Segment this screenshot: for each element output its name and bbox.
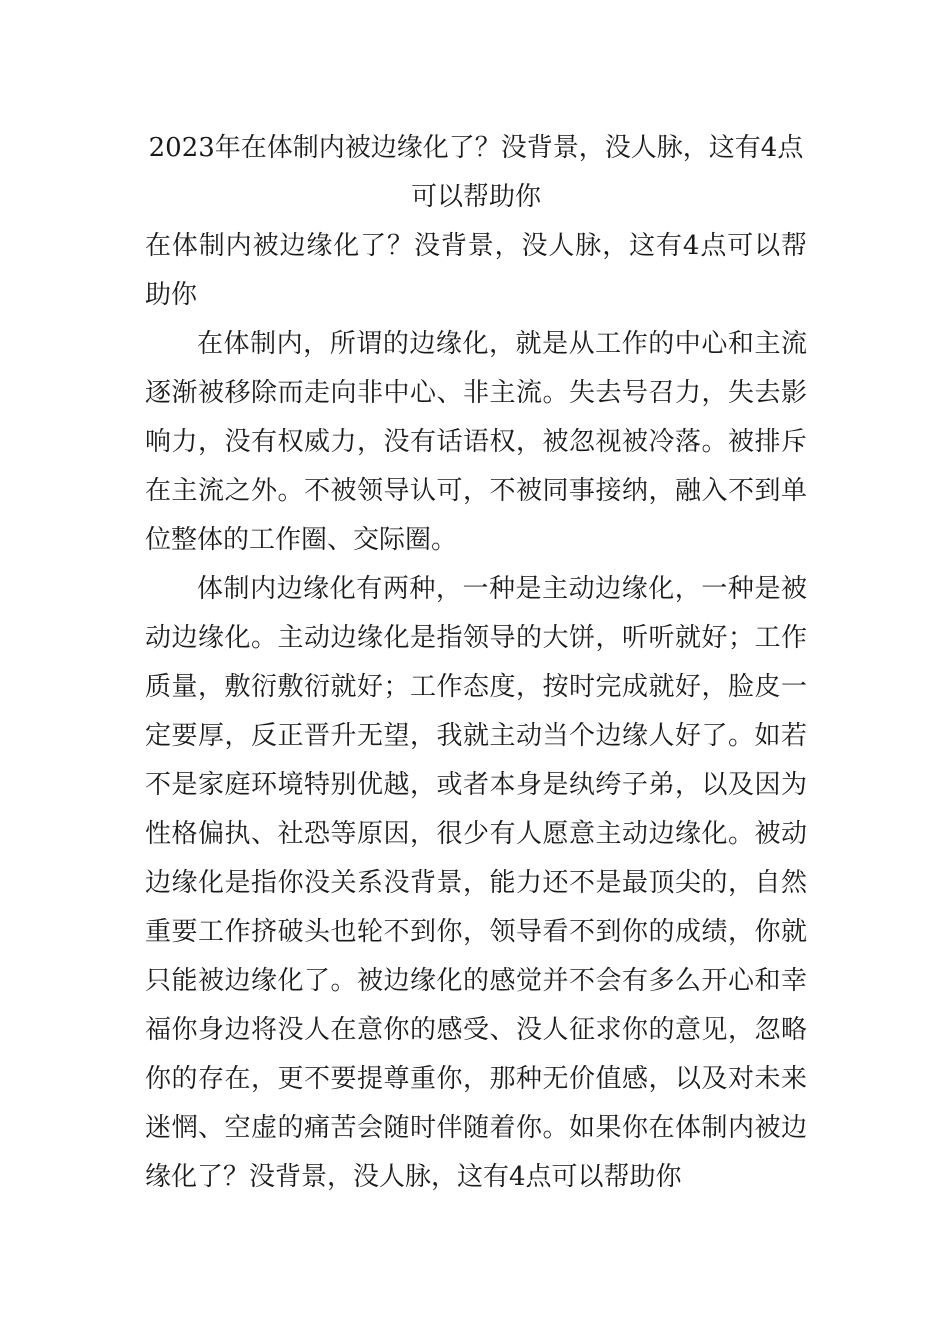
paragraph-definition: 在体制内，所谓的边缘化，就是从工作的中心和主流逐渐被移除而走向非中心、非主流。失去号召力，失去影响力，没有权威力，没有话语权，被忽视被冷落。被排斥在主流之外。不被领导认可，不被同事接纳，融入不到单位整体的工作圈、交际圈。: [145, 329, 807, 555]
paragraph-types: 体制内边缘化有两种，一种是主动边缘化，一种是被动边缘化。主动边缘化是指领导的大饼，听听就好；工作质量，敷衍敷衍就好；工作态度，按时完成就好，脸皮一定要厚，反正晋升无望，我就主动当个边缘人好了。如若不是家庭环境特别优越，或者本身是纨绔子弟，以及因为性格偏执、社恐等原因，很少有人愿意主动边缘化。被动边缘化是指你没关系没背景，能力还不是最顶尖的，自然重要工作挤破头也轮不到你，领导看不到你的成绩，你就只能被边缘化了。被边缘化的感觉并不会有多么开心和幸福你身边将没人在意你的感受、没人征求你的意见，忽略你的存在，更不要提尊重你，那种无价值感，以及对未来迷惘、空虚的痛苦会随时伴随着你。如果你在体制内被边缘化了？没背景，没人脉，这有4点可以帮助你: [145, 574, 807, 1192]
document-content: [145, 124, 807, 1202]
document-title: 2023年在体制内被边缘化了？没背景，没人脉，这有4点可以帮助你: [148, 133, 804, 212]
document-subtitle: 在体制内被边缘化了？没背景，没人脉，这有4点可以帮助你: [145, 231, 807, 310]
